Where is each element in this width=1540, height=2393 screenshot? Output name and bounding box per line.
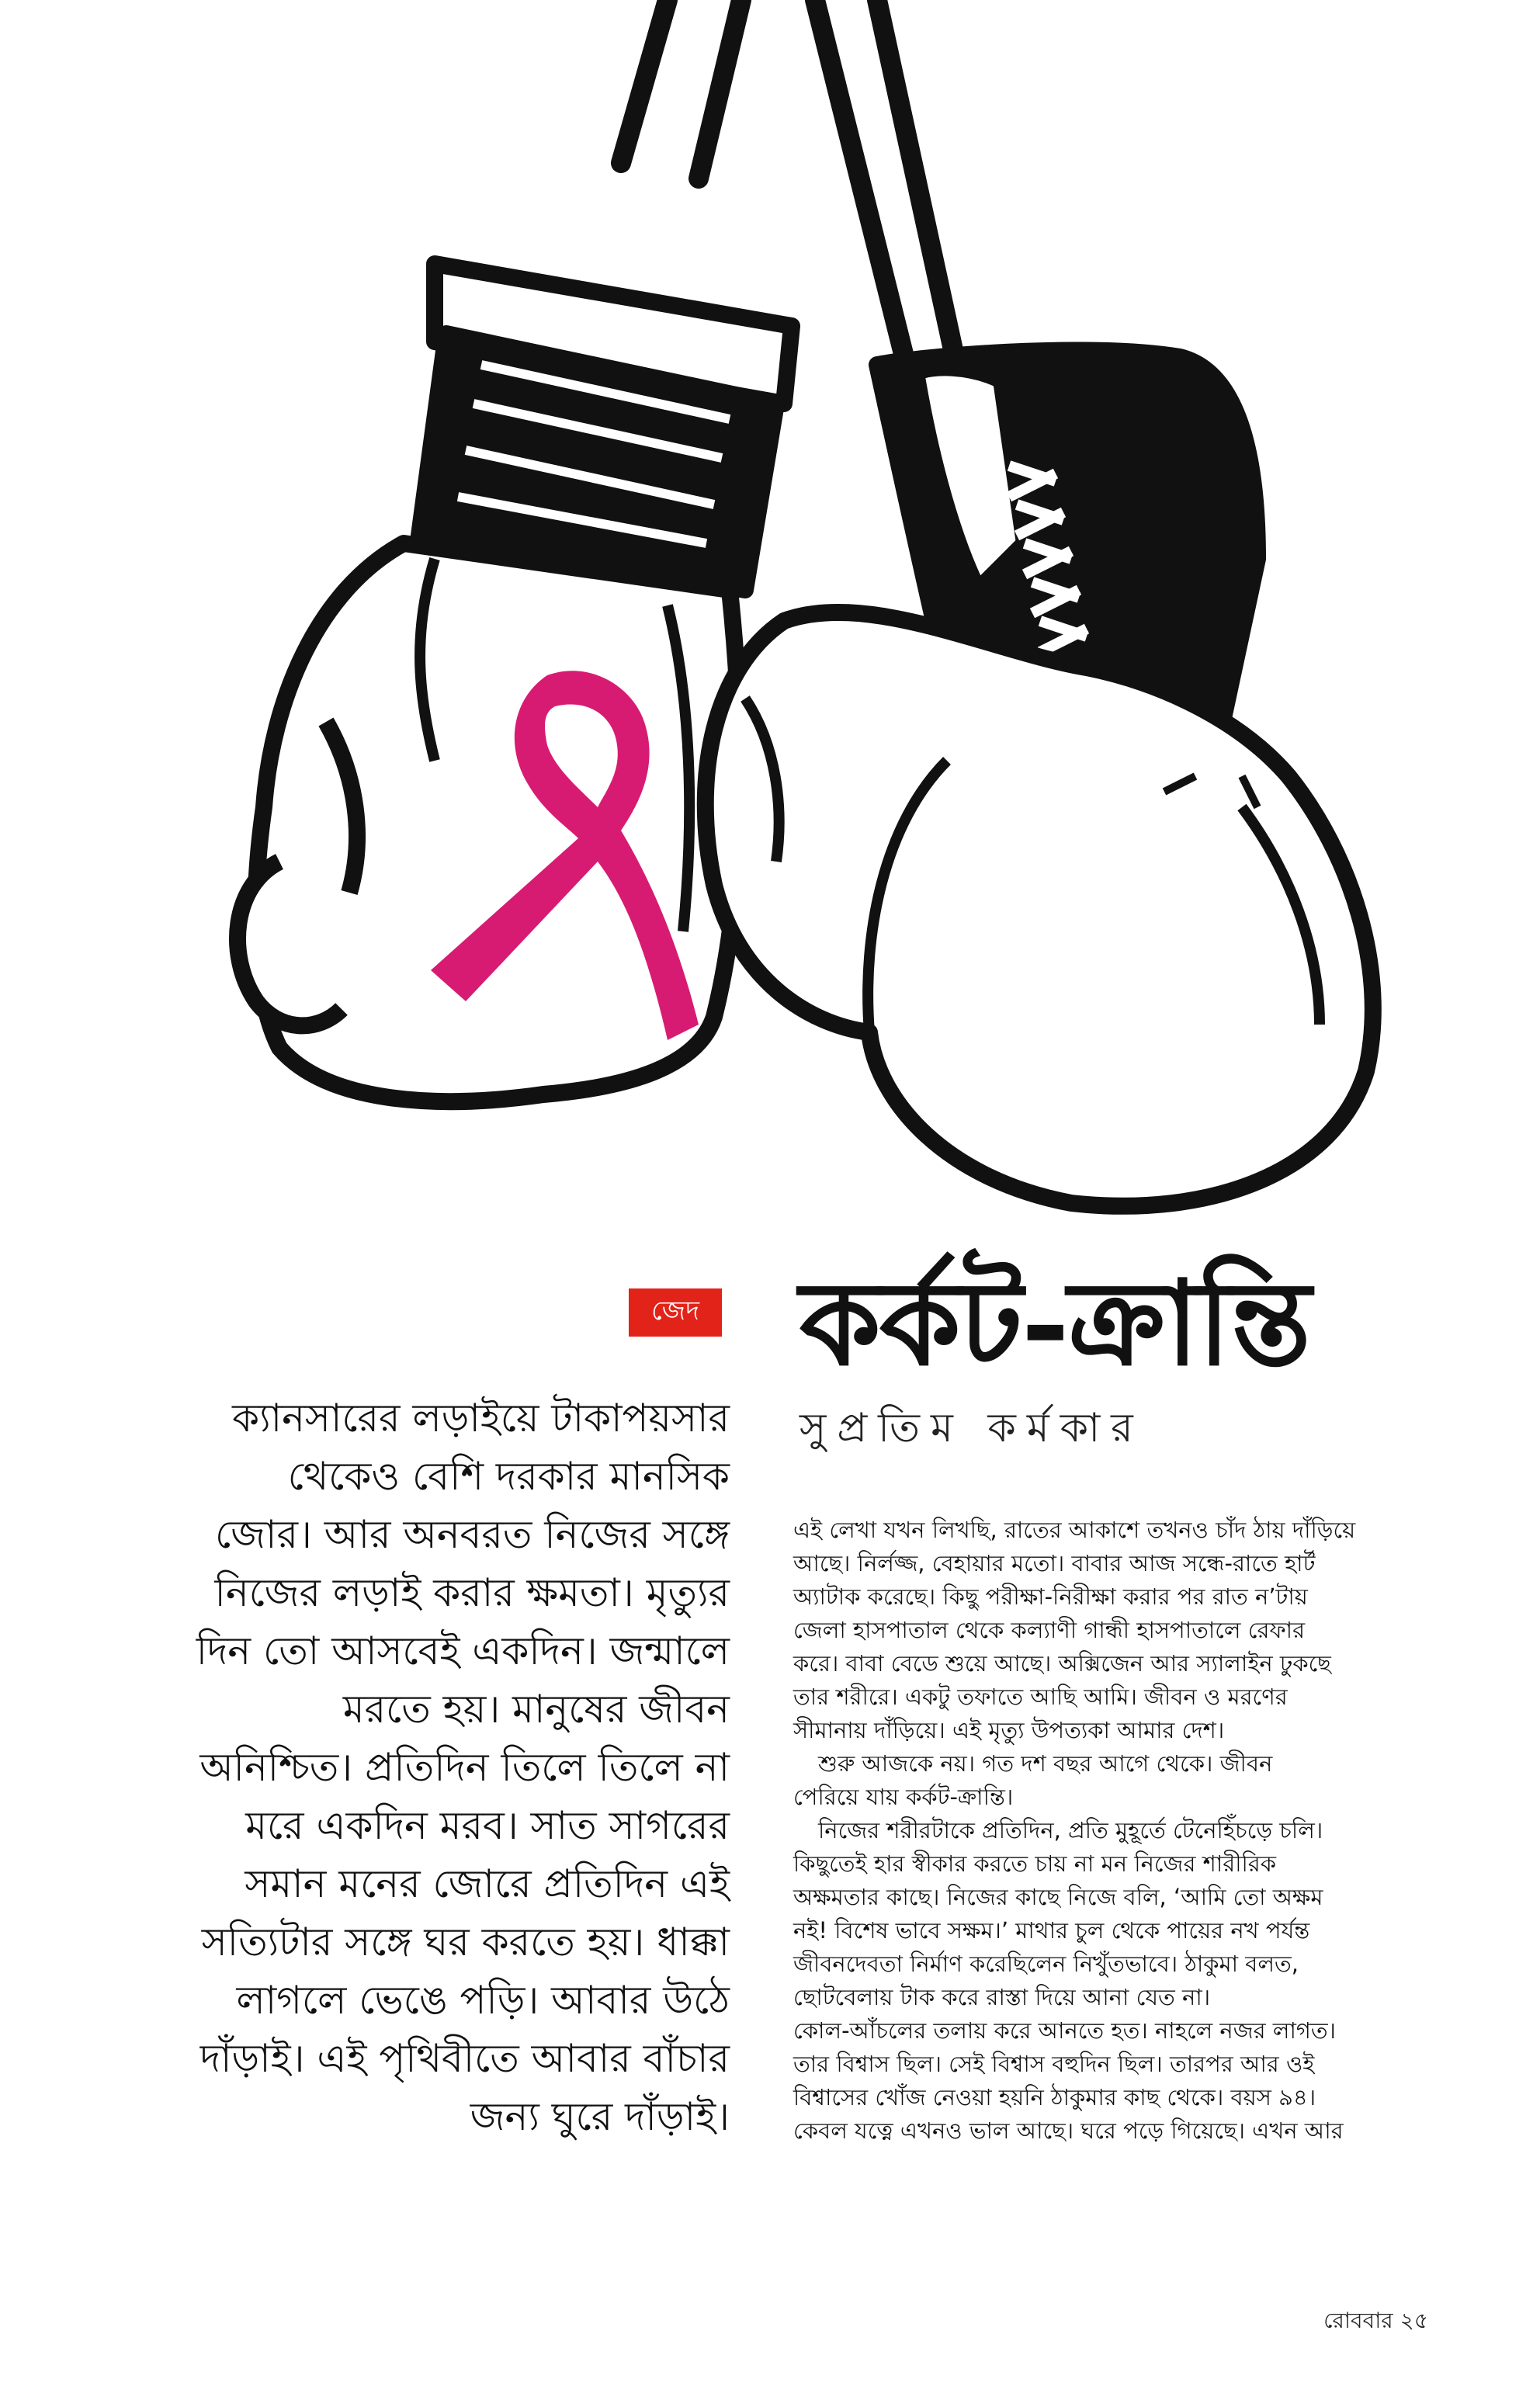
pull-quote-line: মরে একদিন মরব। সাত সাগরের: [245, 1803, 730, 1848]
pull-quote-line: অনিশ্চিত। প্রতিদিন তিলে তিলে না: [199, 1745, 730, 1790]
body-line: অক্ষমতার কাছে। নিজের কাছে নিজে বলি, ‘আমি তো অক্ষম: [793, 1884, 1323, 1910]
pull-quote-line: সত্যিটার সঙ্গে ঘর করতে হয়। ধাক্কা: [201, 1920, 730, 1965]
body-line: এই লেখা যখন লিখছি, রাতের আকাশে তখনও চাঁদ ঠায় দাঁড়িয়ে: [793, 1517, 1356, 1543]
body-line: কোল-আঁচলের তলায় করে আনতে হত। নাহলে নজর লাগত।: [793, 2017, 1337, 2044]
body-line: কেবল যত্নে এখনও ভাল আছে। ঘরে পড়ে গিয়েছে। এখন আর: [793, 2117, 1344, 2144]
body-line: জীবনদেবতা নির্মাণ করেছিলেন নিখুঁতভাবে। ঠাকুমা বলত,: [793, 1951, 1299, 1977]
body-line: নই! বিশেষ ভাবে সক্ষম।’ মাথার চুল থেকে পায়ের নখ পর্যন্ত: [793, 1917, 1310, 1944]
pull-quote-line: দাঁড়াই। এই পৃথিবীতে আবার বাঁচার: [199, 2036, 730, 2081]
body-line: তার বিশ্বাস ছিল। সেই বিশ্বাস বহুদিন ছিল। তারপর আর ওই: [793, 2051, 1315, 2077]
body-line: বিশ্বাসের খোঁজ নেওয়া হয়নি ঠাকুমার কাছ থেকে। বয়স ৯৪।: [793, 2084, 1316, 2110]
body-line: করে। বাবা বেডে শুয়ে আছে। অক্সিজেন আর স্যালাইন ঢুকছে: [793, 1650, 1331, 1677]
body-line: পেরিয়ে যায় কর্কট-ক্রান্তি।: [793, 1784, 1014, 1810]
pull-quote: [140, 1389, 730, 2146]
article-body: [793, 1514, 1438, 2148]
category-tag: জেদ: [629, 1288, 722, 1337]
body-line: তার শরীরে। একটু তফাতে আছি আমি। জীবন ও মরণের: [793, 1684, 1288, 1710]
boxing-glove-right-icon: [706, 350, 1373, 1205]
author-byline: সুপ্রতিম কর্মকার: [799, 1405, 1144, 1451]
page-folio: রোববার ২৫: [1323, 2308, 1428, 2333]
boxing-glove-left-icon: [238, 264, 792, 1101]
pull-quote-line: লাগলে ভেঙে পড়ি। আবার উঠে: [236, 1978, 730, 2023]
pull-quote-line: ক্যানসারের লড়াইয়ে টাকাপয়সার: [232, 1396, 730, 1441]
body-line: নিজের শরীরটাকে প্রতিদিন, প্রতি মুহূর্তে টেনেহিঁচড়ে চলি।: [818, 1817, 1323, 1843]
pull-quote-line: নিজের লড়াই করার ক্ষমতা। মৃত্যুর: [214, 1570, 730, 1615]
pull-quote-line: জোর। আর অনবরত নিজের সঙ্গে: [214, 1512, 730, 1557]
body-line: আছে। নির্লজ্জ, বেহায়ার মতো। বাবার আজ সন্ধে-রাতে হার্ট: [793, 1550, 1316, 1576]
article-title: কর্কট-ক্রান্তি: [799, 1255, 1310, 1392]
pull-quote-line: দিন তো আসবেই একদিন। জন্মালে: [196, 1628, 730, 1673]
body-line: সীমানায় দাঁড়িয়ে। এই মৃত্যু উপত্যকা আমার দেশ।: [793, 1717, 1225, 1743]
pull-quote-line: সমান মনের জোরে প্রতিদিন এই: [245, 1861, 730, 1906]
body-line: ছোটবেলায় টাক করে রাস্তা দিয়ে আনা যেত না।: [793, 1984, 1211, 2010]
body-line: অ্যাটাক করেছে। কিছু পরীক্ষা-নিরীক্ষা করার পর রাত ন’টায়: [793, 1583, 1308, 1610]
pull-quote-line: মরতে হয়। মানুষের জীবন: [342, 1687, 730, 1732]
body-line: কিছুতেই হার স্বীকার করতে চায় না মন নিজের শারীরিক: [793, 1850, 1277, 1877]
body-line: শুরু আজকে নয়। গত দশ বছর আগে থেকে। জীবন: [818, 1750, 1273, 1777]
pull-quote-line: জন্য ঘুরে দাঁড়াই।: [470, 2094, 730, 2139]
body-line: জেলা হাসপাতাল থেকে কল্যাণী গান্ধী হাসপাতালে রেফার: [793, 1617, 1306, 1643]
pull-quote-line: থেকেও বেশি দরকার মানসিক: [287, 1454, 730, 1499]
